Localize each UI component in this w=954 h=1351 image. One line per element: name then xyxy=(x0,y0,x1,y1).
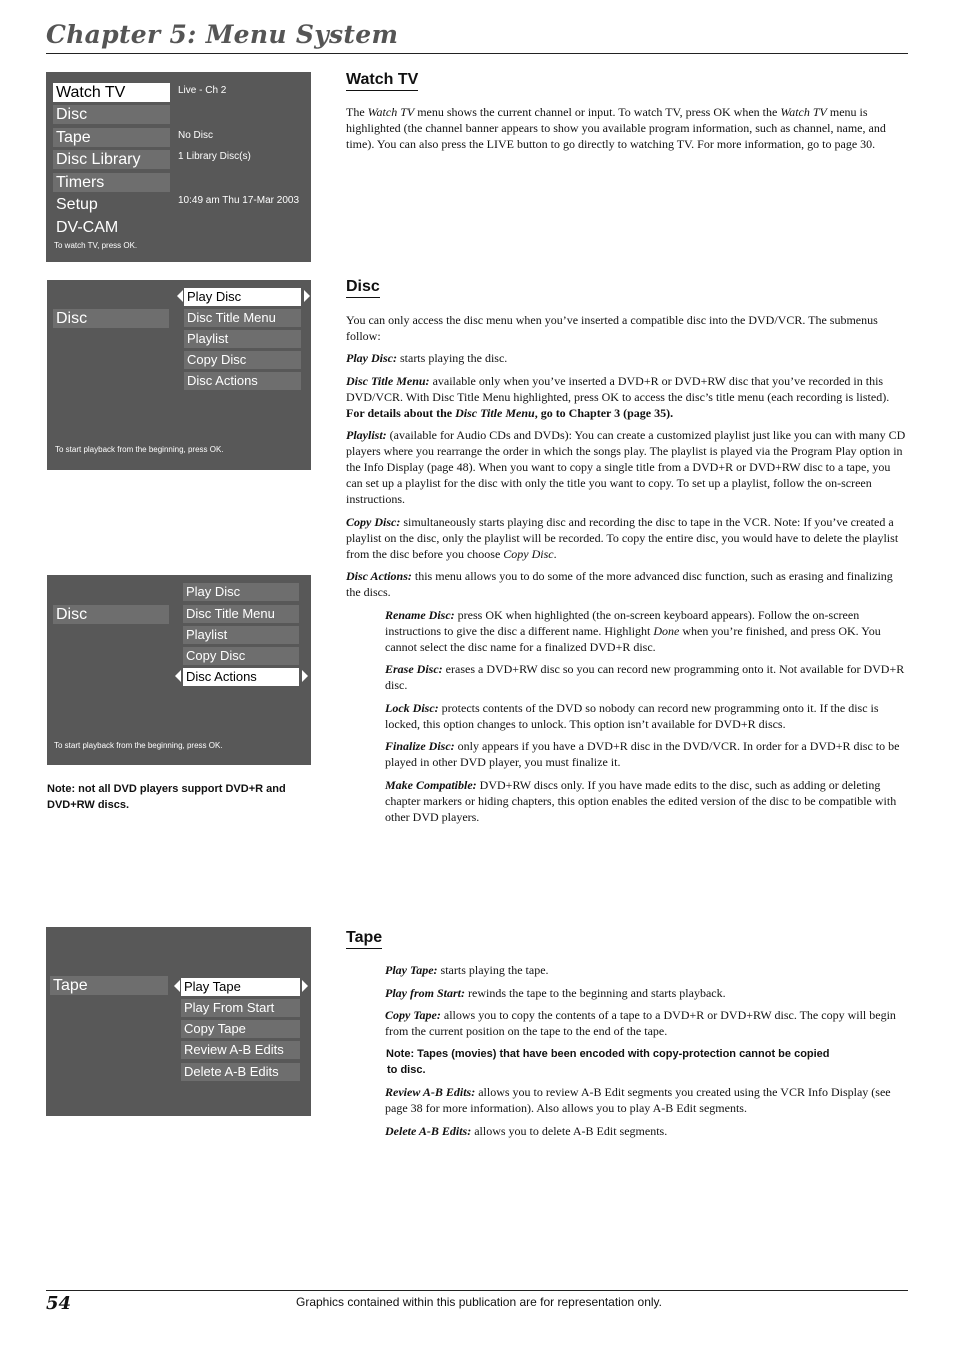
chapter-title: Chapter 5: Menu System xyxy=(46,20,399,49)
copy-protection-note xyxy=(386,1046,830,1078)
disc-copy: Copy Disc: simultaneously starts playing disc and recording the disc to tape in the VCR. Note: If you’ve created a playlist on the disc, only the playlist will be recorded. To copy the entire disc, you would have to delete the playlist from the disc before you choose Copy Disc. xyxy=(346,515,899,561)
header-rule xyxy=(46,53,908,54)
heading-disc: Disc xyxy=(346,278,380,298)
disc-finalize: Finalize Disc: only appears if you have a DVD+R disc in the DVD/VCR. In order for a DVD+R disc to be played in other DVD player, you must finalize it. xyxy=(385,739,900,769)
disc-actions: Disc Actions: this menu allows you to do some of the more advanced disc function, such as erasing and finalizing the discs. xyxy=(346,569,893,599)
disc-playlist: Playlist: (available for Audio CDs and DVDs): You can create a customized playlist just like you can with many CD players where you rearrange the order in which the songs play. The playlist is played via the Program Play option in the Info Display (page 48). When you want to copy a single title from a DVD+R or DVD+RW disc to a tape, you can set up a playlist for the disc with only the title you want to copy. To set up a playlist, follow the on-screen instructions. xyxy=(346,428,906,506)
screen-hint: To watch TV, press OK. xyxy=(54,241,138,250)
tape-delete-ab: Delete A-B Edits: allows you to delete A-B Edit segments. xyxy=(385,1124,668,1138)
footer-note: Graphics contained within this publication are for representation only. xyxy=(296,1295,662,1309)
watch-tv-paragraph: The Watch TV menu shows the current channel or input. To watch TV, press OK when the Watch TV menu is highlighted (the channel banner appears to show you available program information, such as channel, name, and time). You can also press the LIVE button to go directly to watching TV. For more information, go to page 30. xyxy=(346,105,886,151)
info-disc-status: No Disc xyxy=(178,130,214,141)
submenu-playlist[interactable]: Playlist xyxy=(184,330,301,348)
arrow-left-icon[interactable] xyxy=(177,290,183,302)
note-line-1: Note: not all DVD players support DVD+R and xyxy=(47,783,286,795)
menu-item-tape[interactable]: Tape xyxy=(50,976,168,995)
menu-item-tape[interactable]: Tape xyxy=(53,128,170,147)
menu-item-disc[interactable]: Disc xyxy=(53,605,169,624)
heading-tape: Tape xyxy=(346,929,382,949)
arrow-left-icon[interactable] xyxy=(174,980,180,992)
submenu-play-disc[interactable]: Play Disc xyxy=(183,583,299,601)
screen-disc-actions xyxy=(47,575,311,765)
menu-item-disc[interactable]: Disc xyxy=(53,309,169,328)
submenu-copy-disc[interactable]: Copy Disc xyxy=(184,351,301,369)
disc-title-menu: Disc Title Menu: available only when you’ve inserted a DVD+R or DVD+RW disc that you’ve recorded in this DVD/VCR. With Disc Title Menu highlighted, press OK to access the disc’s title menu (each recording is listed). For details about the Disc Title Menu, go to Chapter 3 (page 35). xyxy=(346,374,890,420)
menu-item-timers[interactable]: Timers xyxy=(53,173,170,192)
info-channel: Live - Ch 2 xyxy=(178,85,227,96)
submenu-play-disc[interactable]: Play Disc xyxy=(184,288,301,306)
screen-disc-play xyxy=(47,280,311,470)
tape-review-ab: Review A-B Edits: allows you to review A-B Edit segments you created using the VCR Info Display (see page 38 for more information). Also allows you to play A-B Edit segments. xyxy=(385,1085,891,1115)
menu-item-watch-tv[interactable]: Watch TV xyxy=(53,83,170,102)
note-line-2: DVD+RW discs. xyxy=(47,799,130,811)
dvd-support-note xyxy=(47,781,286,813)
submenu-disc-actions[interactable]: Disc Actions xyxy=(184,372,301,390)
submenu-disc-title-menu[interactable]: Disc Title Menu xyxy=(183,605,299,623)
submenu-delete-ab-edits[interactable]: Delete A-B Edits xyxy=(181,1063,300,1081)
menu-item-dv-cam[interactable]: DV-CAM xyxy=(56,219,119,236)
submenu-copy-disc[interactable]: Copy Disc xyxy=(183,647,299,665)
screen-hint: To start playback from the beginning, press OK. xyxy=(55,445,224,454)
submenu-play-from-start[interactable]: Play From Start xyxy=(181,999,300,1017)
page-number: 54 xyxy=(46,1293,72,1314)
heading-watch-tv: Watch TV xyxy=(346,71,418,91)
disc-lock: Lock Disc: protects contents of the DVD so nobody can record new programming onto it. If the disc is locked, this option changes to unlock. This option isn’t available for DVD+R discs. xyxy=(385,701,879,731)
submenu-review-ab-edits[interactable]: Review A-B Edits xyxy=(181,1041,300,1059)
menu-item-disc[interactable]: Disc xyxy=(53,105,170,124)
disc-make-compatible: Make Compatible: DVD+RW discs only. If you have made edits to the disc, such as adding or deleting chapter markers or hiding chapters, this option enables the edited version of the disc to be compatible with other DVD players. xyxy=(385,778,897,824)
arrow-right-icon[interactable] xyxy=(304,290,310,302)
note-line-1: Note: Tapes (movies) that have been encoded with copy-protection cannot be copied xyxy=(386,1048,830,1060)
note-line-2: to disc. xyxy=(387,1064,426,1076)
footer-rule xyxy=(46,1290,908,1291)
menu-item-setup[interactable]: Setup xyxy=(56,196,98,213)
menu-item-disc-library[interactable]: Disc Library xyxy=(53,150,170,169)
disc-rename: Rename Disc: press OK when highlighted (the on-screen keyboard appears). Follow the on-screen instructions to give the disc a different name. Highlight Done when you’re finished, and press OK. You cannot select the disc name for a finalized DVD+R disc. xyxy=(385,608,881,654)
disc-play: Play Disc: starts playing the disc. xyxy=(346,351,508,365)
screen-tape xyxy=(46,927,311,1116)
arrow-left-icon[interactable] xyxy=(175,670,181,682)
arrow-right-icon[interactable] xyxy=(302,670,308,682)
tape-copy: Copy Tape: allows you to copy the contents of a tape to a DVD+R or DVD+RW disc. The copy will begin from the current position on the tape to the end of the tape. xyxy=(385,1008,896,1038)
screen-watch-tv xyxy=(46,72,311,262)
disc-intro: You can only access the disc menu when you’ve inserted a compatible disc into the DVD/VCR. The submenus follow: xyxy=(346,313,878,343)
arrow-right-icon[interactable] xyxy=(302,980,308,992)
submenu-play-tape[interactable]: Play Tape xyxy=(181,978,300,996)
info-clock: 10:49 am Thu 17-Mar 2003 xyxy=(178,195,300,206)
tape-play: Play Tape: starts playing the tape. xyxy=(385,963,549,977)
submenu-disc-title-menu[interactable]: Disc Title Menu xyxy=(184,309,301,327)
submenu-copy-tape[interactable]: Copy Tape xyxy=(181,1020,300,1038)
submenu-playlist[interactable]: Playlist xyxy=(183,626,299,644)
screen-hint: To start playback from the beginning, press OK. xyxy=(54,741,223,750)
tape-play-from-start: Play from Start: rewinds the tape to the beginning and starts playback. xyxy=(385,986,726,1000)
info-library: 1 Library Disc(s) xyxy=(178,151,251,162)
submenu-disc-actions[interactable]: Disc Actions xyxy=(183,668,299,686)
disc-erase: Erase Disc: erases a DVD+RW disc so you can record new programming onto it. Not available for DVD+R disc. xyxy=(385,662,905,692)
